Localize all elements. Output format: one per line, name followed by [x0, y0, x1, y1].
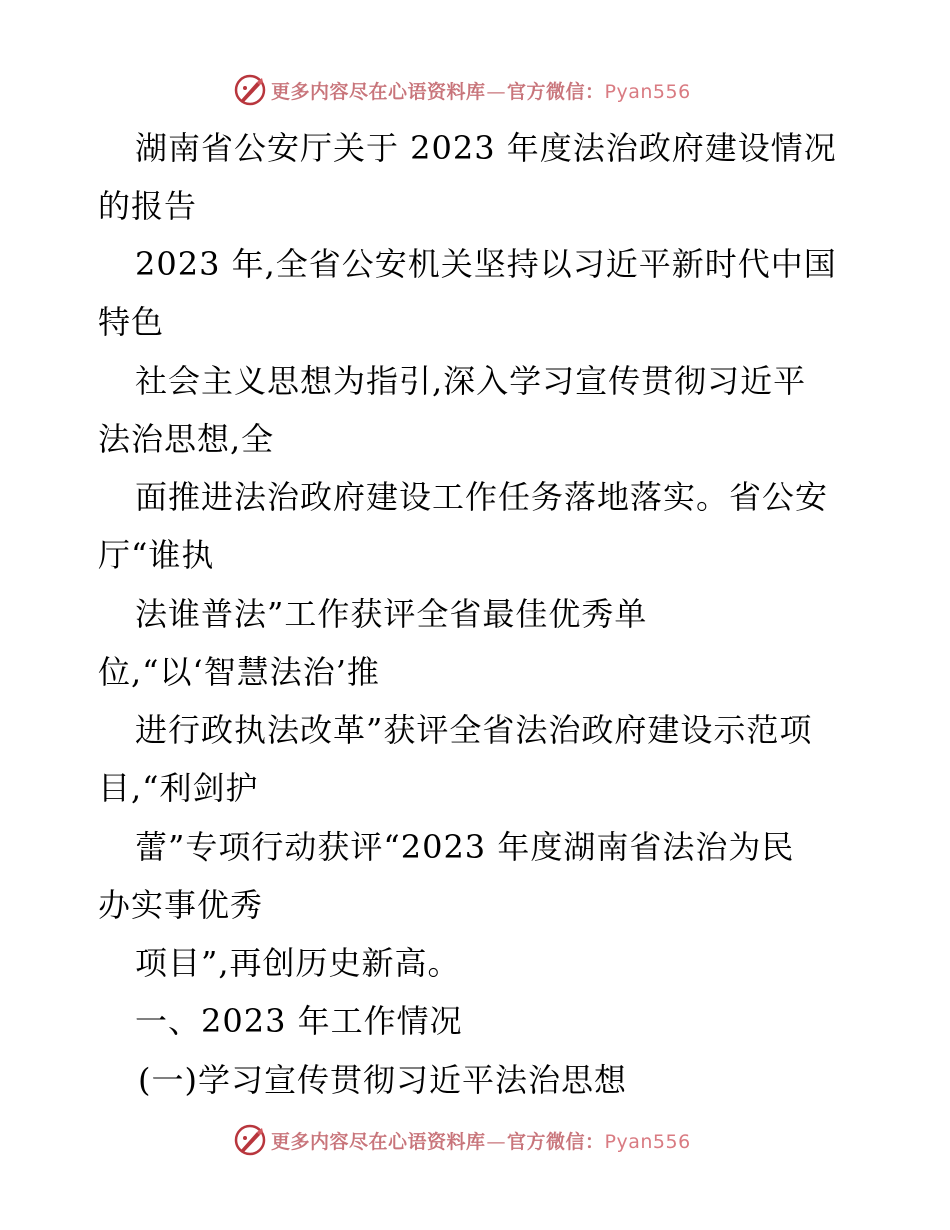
doc-paragraph-line: 2023 年,全省公安机关坚持以习近平新时代中国	[135, 245, 837, 283]
doc-title-line-1: 湖南省公安厅关于 2023 年度法治政府建设情况	[135, 129, 837, 167]
doc-paragraph-line: 项目”,再创历史新高。	[135, 944, 461, 982]
doc-paragraph-line: 面推进法治政府建设工作任务落地落实。省公安	[135, 478, 829, 516]
quill-logo-icon	[233, 73, 267, 107]
doc-title-line-2: 的报告	[98, 187, 198, 225]
doc-subsection-heading: (一)学习宣传贯彻习近平法治思想	[138, 1061, 627, 1099]
watermark-label-wechat: 官方微信：	[507, 80, 605, 103]
watermark-text	[271, 77, 691, 104]
doc-section-heading: 一、2023 年工作情况	[135, 1002, 463, 1040]
quill-logo-icon	[233, 1123, 267, 1157]
doc-paragraph-line: 厅“谁执	[98, 536, 215, 574]
watermark-label: 更多内容尽在心语资料库	[271, 80, 486, 103]
watermark-dash: —	[486, 1130, 507, 1153]
doc-paragraph-line: 蕾”专项行动获评“2023 年度湖南省法治为民	[135, 828, 795, 866]
watermark-account: Pyan556	[604, 80, 691, 103]
footer-watermark	[233, 1122, 691, 1158]
watermark-label-wechat: 官方微信：	[507, 1130, 605, 1153]
header-watermark	[233, 72, 691, 108]
watermark-label: 更多内容尽在心语资料库	[271, 1130, 486, 1153]
doc-paragraph-line: 法治思想,全	[98, 420, 275, 458]
doc-paragraph-line: 位,“以‘智慧法治’推	[98, 653, 380, 691]
watermark-dash: —	[486, 80, 507, 103]
watermark-text	[271, 1127, 691, 1154]
doc-paragraph-line: 办实事优秀	[98, 886, 264, 924]
watermark-account: Pyan556	[604, 1130, 691, 1153]
doc-paragraph-line: 目,“利剑护	[98, 769, 259, 807]
doc-paragraph-line: 特色	[98, 303, 165, 341]
doc-paragraph-line: 进行政执法改革”获评全省法治政府建设示范项	[135, 711, 813, 749]
doc-paragraph-line: 社会主义思想为指引,深入学习宣传贯彻习近平	[135, 362, 807, 400]
doc-paragraph-line: 法谁普法”工作获评全省最佳优秀单	[135, 595, 648, 633]
